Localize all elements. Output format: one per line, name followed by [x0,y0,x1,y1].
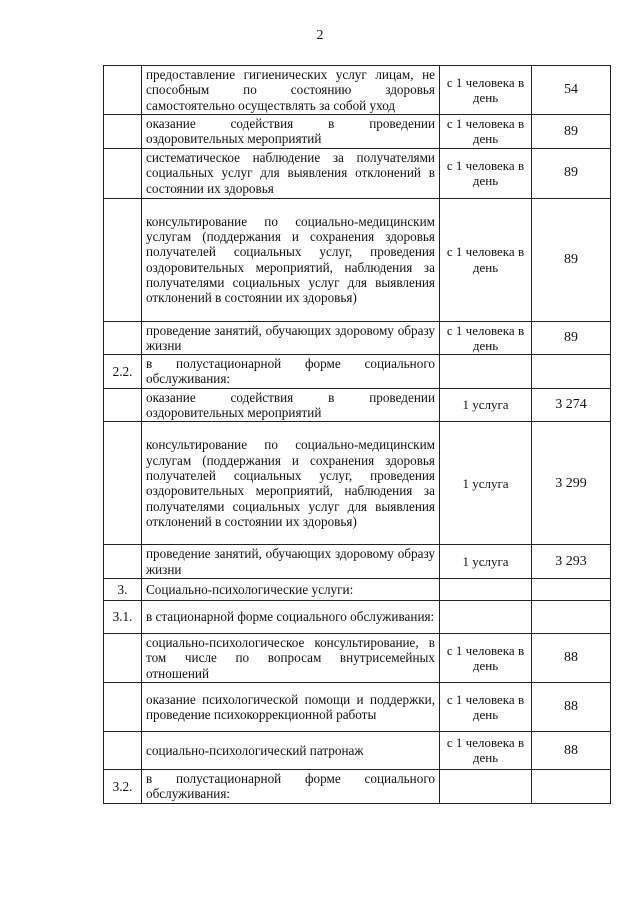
price-cell: 89 [532,148,611,198]
row-number-cell [104,422,142,545]
unit-cell [440,355,532,389]
unit-cell: с 1 человека в день [440,731,532,769]
row-number-cell [104,148,142,198]
table-row [104,355,611,389]
row-number-cell: 3.1. [104,600,142,633]
table-row [104,66,611,115]
table-row [104,633,611,682]
service-name-cell: систематическое наблюдение за получателями социальных услуг для выявления отклонений в состоянии их здоровья [142,148,440,198]
unit-cell [440,769,532,803]
unit-cell: с 1 человека в день [440,115,532,149]
row-number-cell: 2.2. [104,355,142,389]
price-cell [532,769,611,803]
service-name-cell: Социально-психологические услуги: [142,578,440,600]
page-number: 2 [316,28,324,43]
table-row [104,769,611,803]
row-number-cell [104,682,142,731]
service-name-cell: проведение занятий, обучающих здоровому образу жизни [142,321,440,355]
row-number-cell [104,731,142,769]
table-row [104,578,611,600]
unit-cell: с 1 человека в день [440,148,532,198]
price-cell: 88 [532,633,611,682]
table-body [104,66,611,804]
table-row [104,148,611,198]
table-row [104,600,611,633]
service-name-cell: в полустационарной форме социального обслуживания: [142,355,440,389]
services-tariff-table [103,65,611,804]
price-cell: 89 [532,321,611,355]
price-cell: 54 [532,66,611,115]
service-name-cell: социально-психологический патронаж [142,731,440,769]
price-cell: 89 [532,198,611,321]
unit-cell: с 1 человека в день [440,321,532,355]
table-row [104,115,611,149]
row-number-cell [104,321,142,355]
unit-cell: 1 услуга [440,422,532,545]
price-cell: 88 [532,682,611,731]
row-number-cell [104,198,142,321]
table-row [104,422,611,545]
service-name-cell: консультирование по социально-медицинским услугам (поддержания и сохранения здоровья получателей социальных услуг, проведения оздоровительных мероприятий, наблюдения за получателями социальных услуг для выявления отклонений в состоянии их здоровья) [142,198,440,321]
service-name-cell: предоставление гигиенических услуг лицам, не способным по состоянию здоровья самостоятельно осуществлять за собой уход [142,66,440,115]
service-name-cell: в полустационарной форме социального обслуживания: [142,769,440,803]
row-number-cell [104,388,142,422]
service-name-cell: социально-психологическое консультирование, в том числе по вопросам внутрисемейных отношений [142,633,440,682]
service-name-cell: оказание содействия в проведении оздоровительных мероприятий [142,115,440,149]
price-cell: 88 [532,731,611,769]
row-number-cell: 3.2. [104,769,142,803]
unit-cell [440,600,532,633]
row-number-cell: 3. [104,578,142,600]
unit-cell: с 1 человека в день [440,66,532,115]
table-row [104,731,611,769]
unit-cell: с 1 человека в день [440,682,532,731]
unit-cell: 1 услуга [440,388,532,422]
table-row [104,388,611,422]
unit-cell [440,578,532,600]
table-row [104,682,611,731]
price-cell: 89 [532,115,611,149]
service-name-cell: оказание содействия в проведении оздоровительных мероприятий [142,388,440,422]
table-row [104,198,611,321]
row-number-cell [104,545,142,579]
service-name-cell: консультирование по социально-медицинским услугам (поддержания и сохранения здоровья получателей социальных услуг, проведения оздоровительных мероприятий, наблюдения за получателями социальных услуг для выявления отклонений в состоянии их здоровья) [142,422,440,545]
row-number-cell [104,633,142,682]
unit-cell: с 1 человека в день [440,633,532,682]
price-cell: 3 274 [532,388,611,422]
service-name-cell: оказание психологической помощи и поддержки, проведение психокоррекционной работы [142,682,440,731]
service-name-cell: проведение занятий, обучающих здоровому образу жизни [142,545,440,579]
row-number-cell [104,115,142,149]
price-cell [532,600,611,633]
table-row [104,545,611,579]
price-cell [532,578,611,600]
unit-cell: с 1 человека в день [440,198,532,321]
unit-cell: 1 услуга [440,545,532,579]
price-cell: 3 293 [532,545,611,579]
price-cell [532,355,611,389]
row-number-cell [104,66,142,115]
table-row [104,321,611,355]
service-name-cell: в стационарной форме социального обслуживания: [142,600,440,633]
price-cell: 3 299 [532,422,611,545]
